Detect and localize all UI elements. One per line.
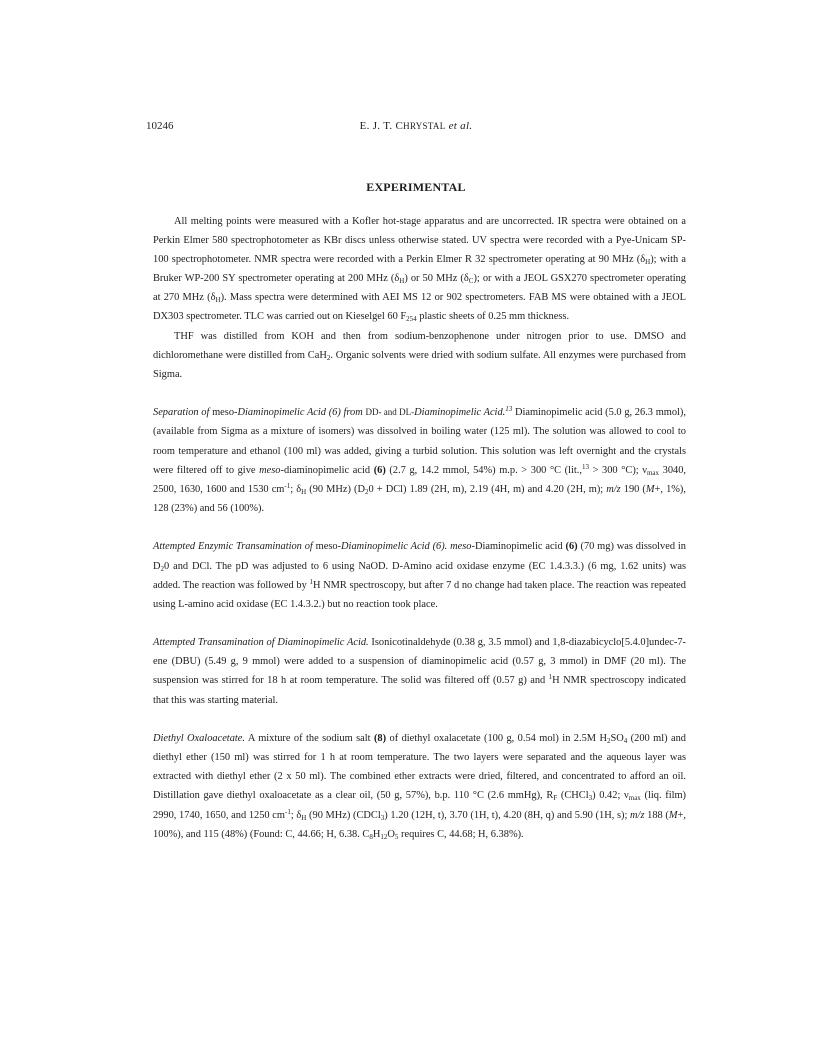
- solvents-paragraph: THF was distilled from KOH and then from sodium-benzophenone under nitrogen prior to use. DMSO and dichloromethane were distilled from CaH$_2$. Organic solvents were dried with sodium sulfate. All enzymes were purchased from Sigma.: [153, 330, 686, 380]
- transamination-heading: Attempted Transamination of Diaminopimelic Acid.: [153, 637, 369, 649]
- oxaloacetate-paragraph: Diethyl Oxaloacetate. A mixture of the sodium salt (8) of diethyl oxalacetate (100 g, 0.54 mol) in 2.5M $H_2SO_4$ (200 ml) and diethyl ether (150 ml) was stirred for 1 h at room temperature. The two layers were separated and the aqueous layer was extracted with diethyl ether (2 x 50 ml). The combined ether extracts were dried, filtered, and concentrated to afford an oil. Distillation gave diethyl oxaloacetate as a clear oil, (50 g, 57%), b.p. 110 °C (2.6 mmHg), $R_F$ (CHCl$_3$) 0.42; $\nu_{max}$ (liq. film) 2990, 1740, 1650, and 1250 $cm^{-1}$; $\delta_H$ (90 MHz) (CDCl$_3$) 1.20 (12H, t), 3.70 (1H, t), 4.20 (8H, q) and 5.90 (1H, s); m/z 188 (M+, 100%), and 115 (48%) (Found: C, 44.66; H, 6.38. $C_8H_{12}O_5$ requires C, 44.68; H, 6.38%).: [153, 733, 687, 841]
- article-body: [153, 212, 686, 844]
- separation-heading: Separation of meso-Diaminopimelic Acid (6) from DD- and DL-Diaminopimelic Acid.$^{13}$: [153, 405, 513, 419]
- running-head-authors: E. J. T. CHRYSTAL et al.: [359, 120, 473, 132]
- section-title: EXPERIMENTAL: [366, 180, 466, 194]
- separation-paragraph: Separation of meso-Diaminopimelic Acid (6) from DD- and DL-Diaminopimelic Acid.$^{13}$ Diaminopimelic acid (5.0 g, 26.3 mmol), (available from Sigma as a mixture of isomers) was dissolved in boiling water (125 ml). The solution was allowed to cool to room temperature and ethanol (100 ml) was added, giving a turbid solution. This solution was left overnight and the crystals were filtered off to give meso-diaminopimelic acid (6) (2.7 g, 14.2 mmol, 54%) m.p. > 300 °C (lit.,$^{13}$ > 300 °C); $\nu_{max}$ 3040, 2500, 1630, 1600 and 1530 $cm^{-1}$; $\delta_H$ (90 MHz) $(D_20 + DCl)$ 1.89 (2H, m), 2.19 (4H, m) and 4.20 (2H, m); m/z 190 (M+, 1%), 128 (23%) and 56 (100%).: [153, 405, 687, 514]
- general-methods-paragraph: All melting points were measured with a Kofler hot-stage apparatus and are uncorrected. IR spectra were obtained on a Perkin Elmer 580 spectrophotometer as KBr discs unless otherwise stated. UV spectra were recorded with a Pye-Unicam SP-100 spectrophotometer. NMR spectra were recorded with a Perkin Elmer R 32 spectrometer operating at 90 MHz $(\delta_H)$; with a Bruker WP-200 SY spectrometer operating at 200 MHz $(\delta_H)$ or 50 MHz $(\delta_C)$; or with a JEOL GSX270 spectrometer operating at 270 MHz $(\delta_H)$. Mass spectra were determined with AEI MS 12 or 902 spectrometers. FAB MS were obtained with a JEOL DX303 spectrometer. TLC was carried out on Kieselgel 60 $F_{254}$ plastic sheets of 0.25 mm thickness.: [153, 216, 686, 324]
- enzymic-transamination-paragraph: Attempted Enzymic Transamination of meso-Diaminopimelic Acid (6). meso-Diaminopimelic acid (6) (70 mg) was dissolved in $D_20$ and DCl. The pD was adjusted to 6 using NaOD. D-Amino acid oxidase enzyme (EC 1.4.3.3.) (6 mg, 1.62 units) was added. The reaction was followed by $^1$H NMR spectroscopy, but after 7 d no change had taken place. The reaction was repeated using L-amino acid oxidase (EC 1.4.3.2.) but no reaction took place.: [153, 541, 686, 610]
- transamination-paragraph: Attempted Transamination of Diaminopimelic Acid. Isonicotinaldehyde (0.38 g, 3.5 mmol) and 1,8-diazabicyclo[5.4.0]undec-7-ene (DBU) (5.49 g, 9 mmol) were added to a suspension of diaminopimelic acid (0.57 g, 3 mmol) in DMF (20 ml). The suspension was stirred for 18 h at room temperature. The solid was filtered off (0.57 g) and $^1$H NMR spectroscopy indicated that this was starting material.: [153, 637, 686, 706]
- page-number: 10246: [146, 120, 174, 132]
- running-header: [146, 120, 686, 136]
- enzymic-heading: Attempted Enzymic Transamination of meso-Diaminopimelic Acid (6).: [153, 541, 448, 553]
- oxaloacetate-heading: Diethyl Oxaloacetate.: [153, 733, 245, 745]
